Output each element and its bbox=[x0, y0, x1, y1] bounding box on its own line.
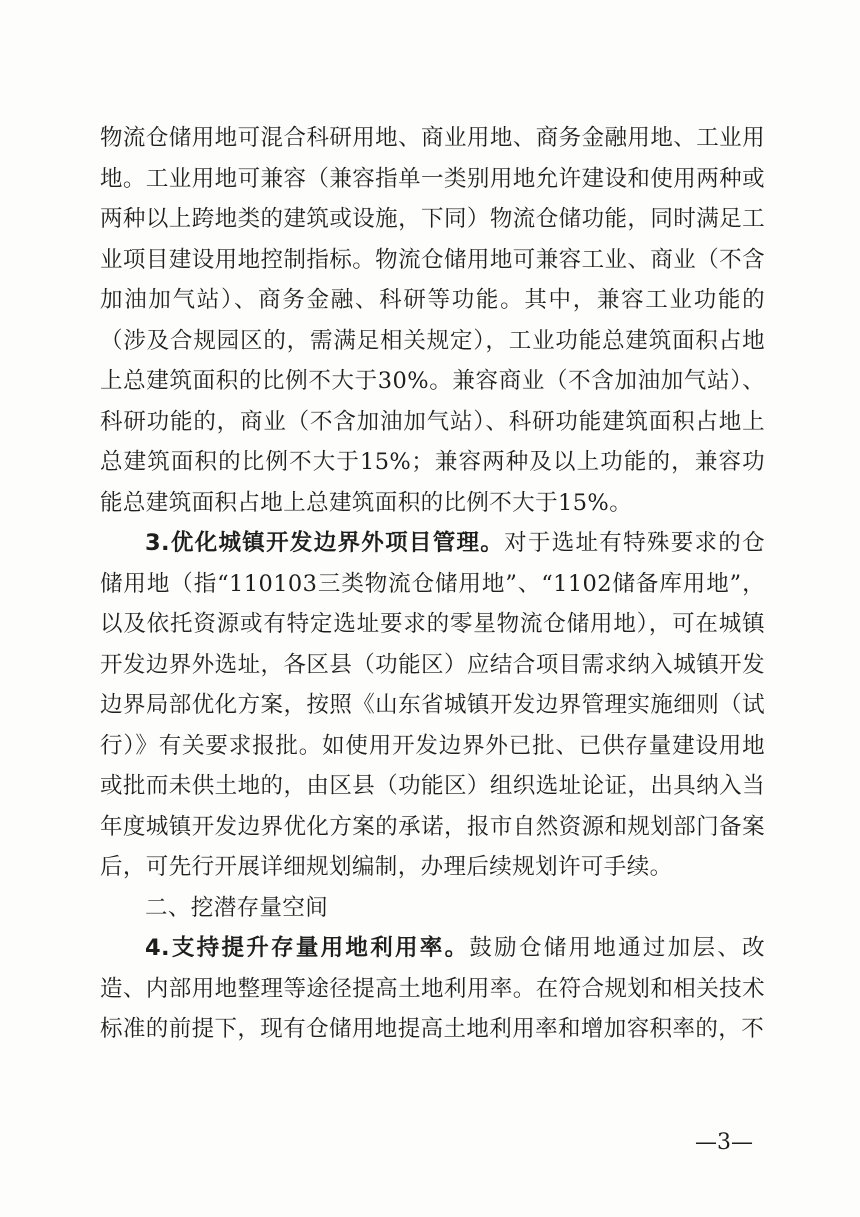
page-number: —3— bbox=[695, 1130, 753, 1155]
section-heading-2: 二、挖潜存量空间 bbox=[145, 894, 329, 921]
paragraph-2-heading: 3.优化城镇开发边界外项目管理。 bbox=[145, 530, 505, 556]
paragraph-3-heading: 4.支持提升存量用地利用率。 bbox=[145, 935, 470, 961]
paragraph-3-text: 鼓励仓储用地通过加层、改造、内部用地整理等途径提高土地利用率。在符合规划和相关技术标准的前提下，现有仓储用地提高土地利用率和增加容积率的，不 bbox=[100, 935, 765, 1042]
document-body bbox=[100, 118, 765, 1050]
paragraph-3 bbox=[100, 928, 765, 1050]
paragraph-2-text: 对于选址有特殊要求的仓储用地（指“110103三类物流仓储用地”、“1102储备库用地”，以及依托资源或有特定选址要求的零星物流仓储用地），可在城镇开发边界外选址，各区县（功能区）应结合项目需求纳入城镇开发边界局部优化方案，按照《山东省城镇开发边界管理实施细则（试行）》有关要求报批。如使用开发边界外已批、已供存量建设用地或批而未供土地的，由区县（功能区）组织选址论证，出具纳入当年度城镇开发边界优化方案的承诺，报市自然资源和规划部门备案后，可先行开展详细规划编制，办理后续规划许可手续。 bbox=[100, 530, 766, 880]
paragraph-1 bbox=[100, 118, 765, 523]
paragraph-2 bbox=[100, 523, 765, 888]
paragraph-1-text: 物流仓储用地可混合科研用地、商业用地、商务金融用地、工业用地。工业用地可兼容（兼容指单一类别用地允许建设和使用两种或两种以上跨地类的建筑或设施，下同）物流仓储功能，同时满足工业项目建设用地控制指标。物流仓储用地可兼容工业、商业（不含加油加气站）、商务金融、科研等功能。其中，兼容工业功能的（涉及合规园区的，需满足相关规定），工业功能总建筑面积占地上总建筑面积的比例不大于30%。兼容商业（不含加油加气站）、科研功能的，商业（不含加油加气站）、科研功能建筑面积占地上总建筑面积的比例不大于15%；兼容两种及以上功能的，兼容功能总建筑面积占地上总建筑面积的比例不大于15%。 bbox=[100, 125, 765, 516]
